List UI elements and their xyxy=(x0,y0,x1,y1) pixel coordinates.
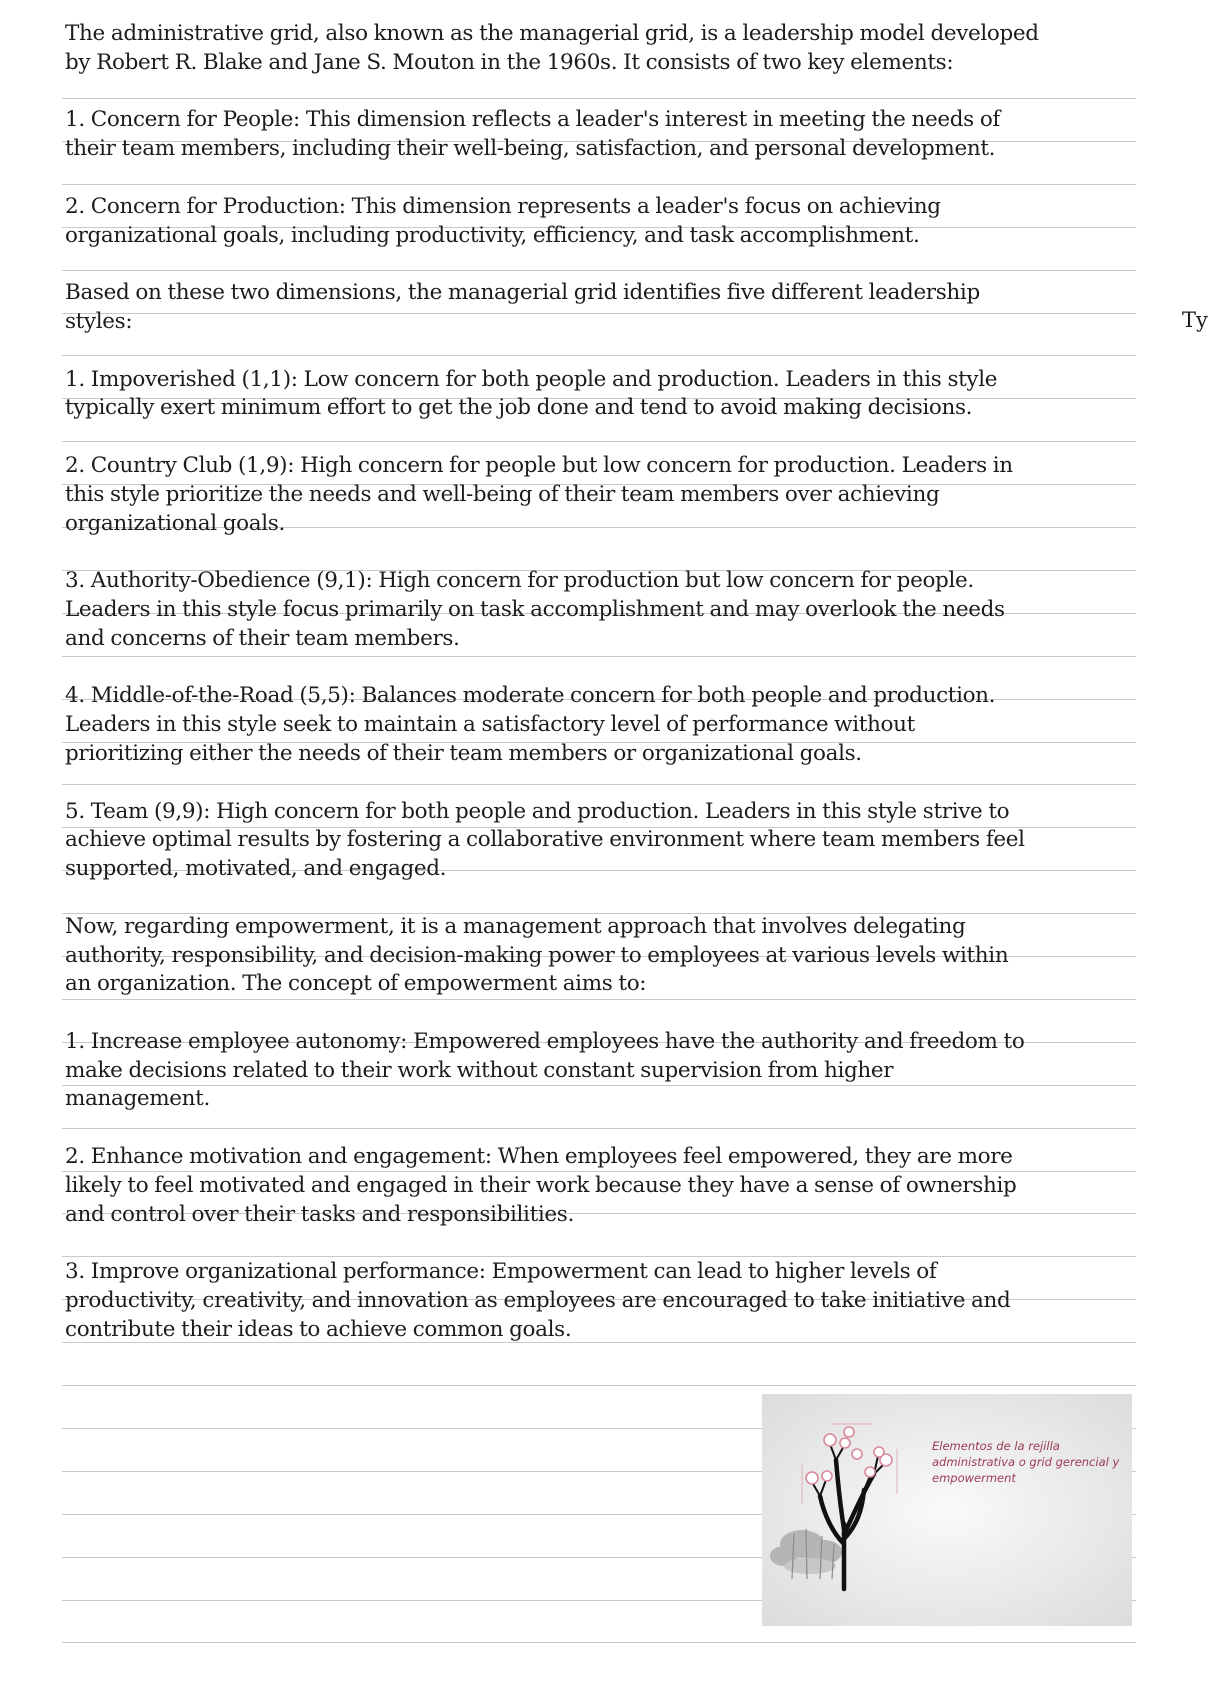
paragraph-middle-of-the-road: 4. Middle-of-the-Road (5,5): Balances moderate concern for both people and production. Leaders in this style seek to maintain a satisfactory level of performance without prioritizing either the needs of their team members or organizational goals. xyxy=(65,683,996,766)
paragraph-performance: 3. Improve organizational performance: Empowerment can lead to higher levels of productivity, creativity, and innovation as employees are encouraged to take initiative and contribute their ideas to achieve common goals. xyxy=(65,1259,1011,1342)
paragraph-styles-intro: Based on these two dimensions, the managerial grid identifies five different leadership styles: xyxy=(65,280,980,334)
paragraph-country-club: 2. Country Club (1,9): High concern for people but low concern for production. Leaders in this style prioritize the needs and well-being of their team members over achieving organizational goals. xyxy=(65,452,1013,536)
thumbnail-caption: Elementos de la rejilla administrativa o grid gerencial y empowerment xyxy=(932,1439,1120,1485)
paragraph-autonomy: 1. Increase employee autonomy: Empowered employees have the authority and freedom to make decisions related to their work without constant supervision from higher management. xyxy=(65,1028,1025,1112)
paragraph-impoverished: 1. Impoverished (1,1): Low concern for both people and production. Leaders in this style typically exert minimum effort to get the job done and tend to avoid making decisions. xyxy=(65,366,998,421)
thumbnail-image[interactable] xyxy=(762,1394,1132,1626)
paragraph-intro: The administrative grid, also known as the managerial grid, is a leadership model developed by Robert R. Blake and Jane S. Mouton in the 1960s. It consists of two key elements: xyxy=(65,21,1039,75)
document-body xyxy=(65,20,1175,1345)
paragraph-concern-people: 1. Concern for People: This dimension reflects a leader's interest in meeting the needs of their team members, including their well-being, satisfaction, and personal development. xyxy=(65,107,1001,162)
paragraph-authority-obedience: 3. Authority-Obedience (9,1): High concern for production but low concern for people. Leaders in this style focus primarily on task accomplishment and may overlook the needs and concerns of their team members. xyxy=(65,568,1005,651)
clipped-edge-text: Ty xyxy=(1182,308,1208,332)
paragraph-empowerment-intro: Now, regarding empowerment, it is a management approach that involves delegating authority, responsibility, and decision-making power to employees at various levels within an organization. The concept of empowerment aims to: xyxy=(65,913,1009,997)
paragraph-concern-production: 2. Concern for Production: This dimension represents a leader's focus on achieving organizational goals, including productivity, efficiency, and task accomplishment. xyxy=(65,193,941,248)
ruled-line xyxy=(62,1385,1136,1386)
paragraph-motivation: 2. Enhance motivation and engagement: When employees feel empowered, they are more likely to feel motivated and engaged in their work because they have a sense of ownership and control over their tasks and responsibilities. xyxy=(65,1144,1017,1227)
paragraph-team: 5. Team (9,9): High concern for both people and production. Leaders in this style strive to achieve optimal results by fostering a collaborative environment where team members feel supported, motivated, and engaged. xyxy=(65,798,1025,882)
ruled-line xyxy=(62,1642,1136,1643)
tree-illustration-icon xyxy=(762,1394,1132,1626)
